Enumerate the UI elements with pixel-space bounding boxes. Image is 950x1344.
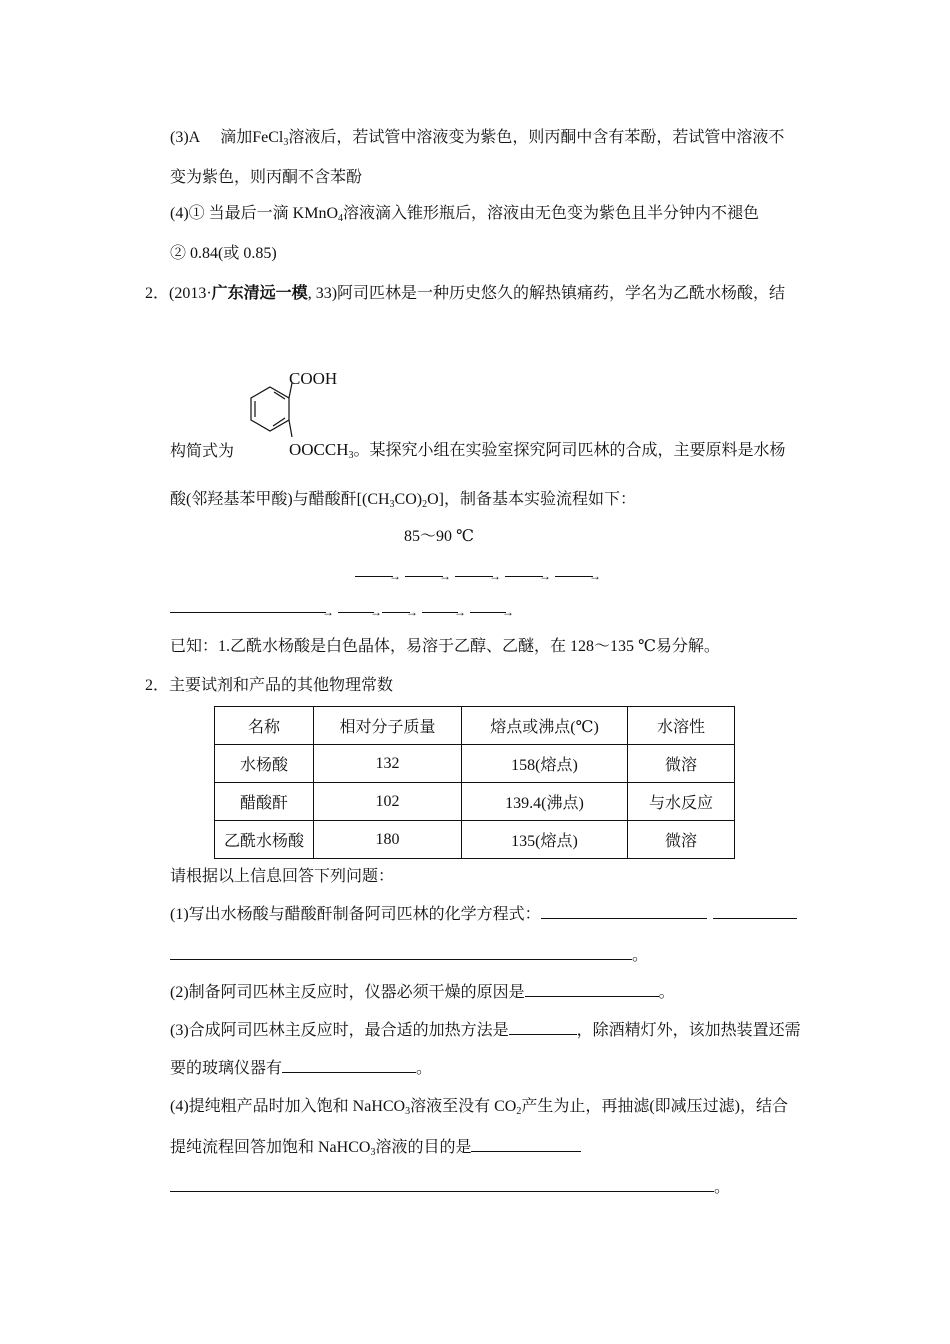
answer-blank[interactable] [541,904,707,919]
table-header-row [215,707,735,745]
question-4-cont: 提纯流程回答加饱和 NaHCO$_3$溶液的目的是 [170,1137,581,1158]
table-header: 熔点或沸点(℃) [462,707,628,745]
answer-4-line2: ② 0.84(或 0.85) [170,245,277,262]
flow-arrow: → [455,570,501,582]
flow-arrow: → [422,606,466,618]
answer-blank[interactable] [713,904,797,919]
answer-blank[interactable] [170,945,632,960]
question-3-cont: 要的玻璃仪器有 。 [170,1060,433,1077]
table-cell: 与水反应 [628,783,735,821]
table-cell: 180 [314,821,462,859]
table-cell: 微溶 [628,821,735,859]
table-cell: 102 [314,783,462,821]
answer-blank[interactable] [525,982,659,997]
flow-arrow: → [555,570,601,582]
flow-temperature: 85～90 ℃ [404,528,474,545]
question-3: (3)合成阿司匹林主反应时，最合适的加热方法是 ，除酒精灯外，该加热装置还需 [170,1022,801,1039]
table-cell: 水杨酸 [215,745,314,783]
table-row [215,821,735,859]
flow-arrow: → [338,606,382,618]
flow-arrow: → [505,570,551,582]
questions-intro: 请根据以上信息回答下列问题： [170,868,395,885]
answer-3-line1: (3)A 滴加FeCl$_3$溶液后，若试管中溶液变为紫色，则丙酮中含有苯酚，若试管中溶液不 [170,129,785,148]
question-4-blank: 。 [170,1177,730,1198]
question-1-cont: 。 [170,945,648,966]
table-cell: 微溶 [628,745,735,783]
materials-line: 酸(邻羟基苯甲酸)与醋酸酐$[(CH_3CO)_2O]$，制备基本实验流程如下： [170,491,636,510]
table-cell: 135(熔点) [462,821,628,859]
flow-arrow: → [170,606,334,618]
physical-constants-table [214,706,735,859]
question-4: (4)提纯粗产品时加入饱和 NaHCO$_3$溶液至没有 $CO_2$产生为止，再抽滤(即减压过滤)，结合 [170,1098,789,1117]
answer-blank[interactable] [509,1020,577,1035]
flow-arrow: → [355,570,401,582]
table-cell: 132 [314,745,462,783]
known-2: 2．主要试剂和产品的其他物理常数 [145,677,394,694]
table-cell: 醋酸酐 [215,783,314,821]
table-header: 相对分子质量 [314,707,462,745]
answer-3-line2: 变为紫色，则丙酮不含苯酚 [170,169,363,186]
flow-arrow: → [470,606,514,618]
flow-row-2 [170,602,514,622]
question-1: (1)写出水杨酸与醋酸酐制备阿司匹林的化学方程式： [170,904,797,925]
answer-4-line1: (4)① 当最后一滴 KMnO$_4$溶液滴入锥形瓶后，溶液由无色变为紫色且半分钟内不褪色 [170,205,760,224]
flow-arrow: → [405,570,451,582]
struct-prefix: 构简式为 [170,443,235,460]
table-header: 水溶性 [628,707,735,745]
answer-blank[interactable] [282,1058,416,1073]
question-2: (2)制备阿司匹林主反应时，仪器必须干燥的原因是 。 [170,984,675,1001]
table-cell: 乙酰水杨酸 [215,821,314,859]
table-row [215,745,735,783]
flow-row-1 [355,566,601,586]
answer-blank[interactable] [170,1177,714,1192]
table-cell: 158(熔点) [462,745,628,783]
table-cell: 139.4(沸点) [462,783,628,821]
flow-arrow: → [382,606,418,618]
answer-blank[interactable] [471,1137,581,1152]
table-row [215,783,735,821]
known-1: 已知：1.乙酰水杨酸是白色晶体，易溶于乙醇、乙醚，在 128～135 ℃易分解。 [170,638,720,655]
question-2-header: 2．(2013·广东清远一模, 33)阿司匹林是一种历史悠久的解热镇痛药，学名为乙酰水杨酸，结 [145,285,786,302]
mol-ooccH3-label: $OOCCH_3$。某探究小组在实验室探究阿司匹林的合成，主要原料是水杨 [289,440,786,461]
mol-cooh-label: COOH [289,369,338,388]
table-header: 名称 [215,707,314,745]
